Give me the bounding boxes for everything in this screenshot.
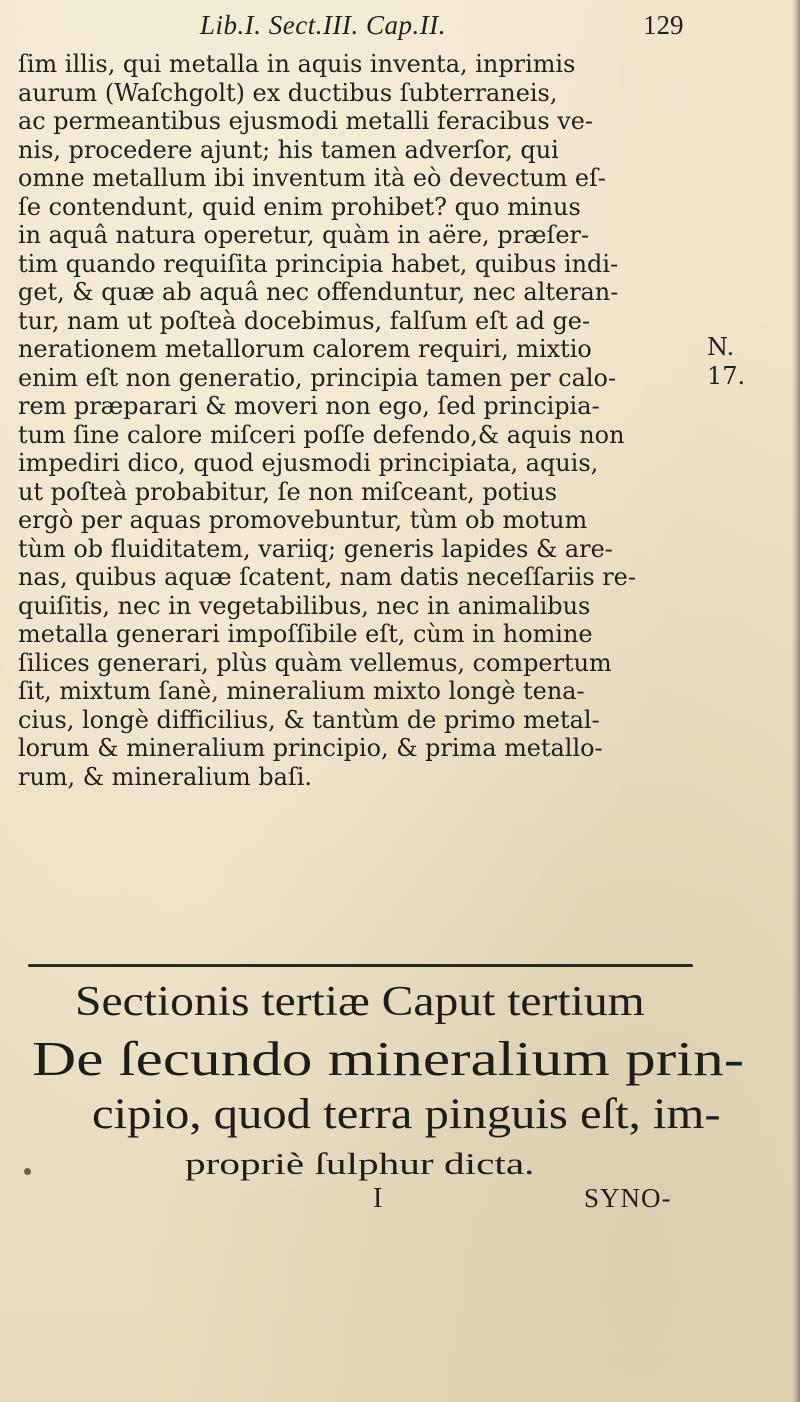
chapter-heading-line: Sectionis tertiæ Caput tertium — [75, 979, 645, 1025]
text-line: get, & quæ ab aquâ nec offenduntur, nec alteran- — [18, 278, 619, 306]
text-line: ſilices generari, plùs quàm vellemus, compertum — [18, 648, 612, 677]
signature-mark: I — [373, 1183, 383, 1214]
text-line: ut poſteà probabitur, ſe non miſceant, potius — [18, 477, 558, 506]
margin-note: 17. — [707, 362, 746, 390]
chapter-title-line: propriè ſulphur dicta. — [185, 1146, 535, 1181]
margin-note: N. — [707, 333, 735, 361]
text-line: cius, longè difficilius, & tantùm de primo metal- — [18, 705, 600, 734]
text-line: tur, nam ut poſteà docebimus, falſum eſt ad ge- — [18, 306, 591, 335]
page-edge-shadow — [792, 0, 800, 1402]
text-line: ſe contendunt, quid enim prohibet? quo minus — [18, 192, 581, 221]
text-line: nerationem metallorum calorem requiri, mixtio — [18, 335, 592, 363]
text-line: metalla generari impoſſibile eſt, cùm in homine — [18, 620, 593, 648]
text-line: omne metallum ibi inventum ità eò devectum eſ- — [18, 164, 607, 192]
text-line: rum, & mineralium baſi. — [18, 762, 312, 791]
text-line: nas, quibus aquæ ſcatent, nam datis neceſſariis re- — [18, 563, 636, 591]
catchword: SYNO- — [584, 1183, 672, 1213]
ink-spot — [24, 1168, 31, 1175]
text-line: ſit, mixtum ſanè, mineralium mixto longè tena- — [18, 677, 585, 705]
text-line: quiſitis, nec in vegetabilibus, nec in animalibus — [18, 591, 591, 620]
text-line: aurum (Waſchgolt) ex ductibus ſubterraneis, — [18, 78, 558, 107]
page-number: 129 — [643, 10, 684, 40]
text-line: ſim illis, qui metalla in aquis inventa, inprimis — [18, 50, 576, 78]
body-text — [18, 50, 698, 791]
text-line: lorum & mineralium principio, & prima metallo- — [18, 734, 603, 762]
text-line: rem præparari & moveri non ego, ſed principia- — [18, 392, 600, 420]
text-line: nis, procedere ajunt; his tamen adverſor, qui — [18, 135, 559, 164]
section-divider-rule — [28, 964, 693, 967]
text-line: tim quando requiſita principia habet, quibus indi- — [18, 249, 619, 278]
text-line: impediri dico, quod ejusmodi principiata, aquis, — [18, 449, 599, 477]
text-line: ac permeantibus ejusmodi metalli feracibus ve- — [18, 107, 593, 135]
text-line: in aquâ natura operetur, quàm in aëre, præſer- — [18, 221, 590, 249]
running-head-title: Lib.I. Sect.III. Cap.II. — [200, 10, 446, 40]
text-line: enim eſt non generatio, principia tamen per calo- — [18, 363, 617, 392]
chapter-title-line: cipio, quod terra pinguis eſt, im- — [92, 1091, 721, 1138]
running-head — [0, 10, 800, 44]
chapter-title-line: De ſecundo mineralium prin- — [32, 1031, 745, 1086]
text-line: ergò per aquas promovebuntur, tùm ob motum — [18, 506, 588, 534]
text-line: tum ſine calore miſceri poſſe defendo,& aquis non — [18, 420, 625, 449]
text-line: tùm ob fluiditatem, variiq; generis lapides & are- — [18, 534, 613, 563]
